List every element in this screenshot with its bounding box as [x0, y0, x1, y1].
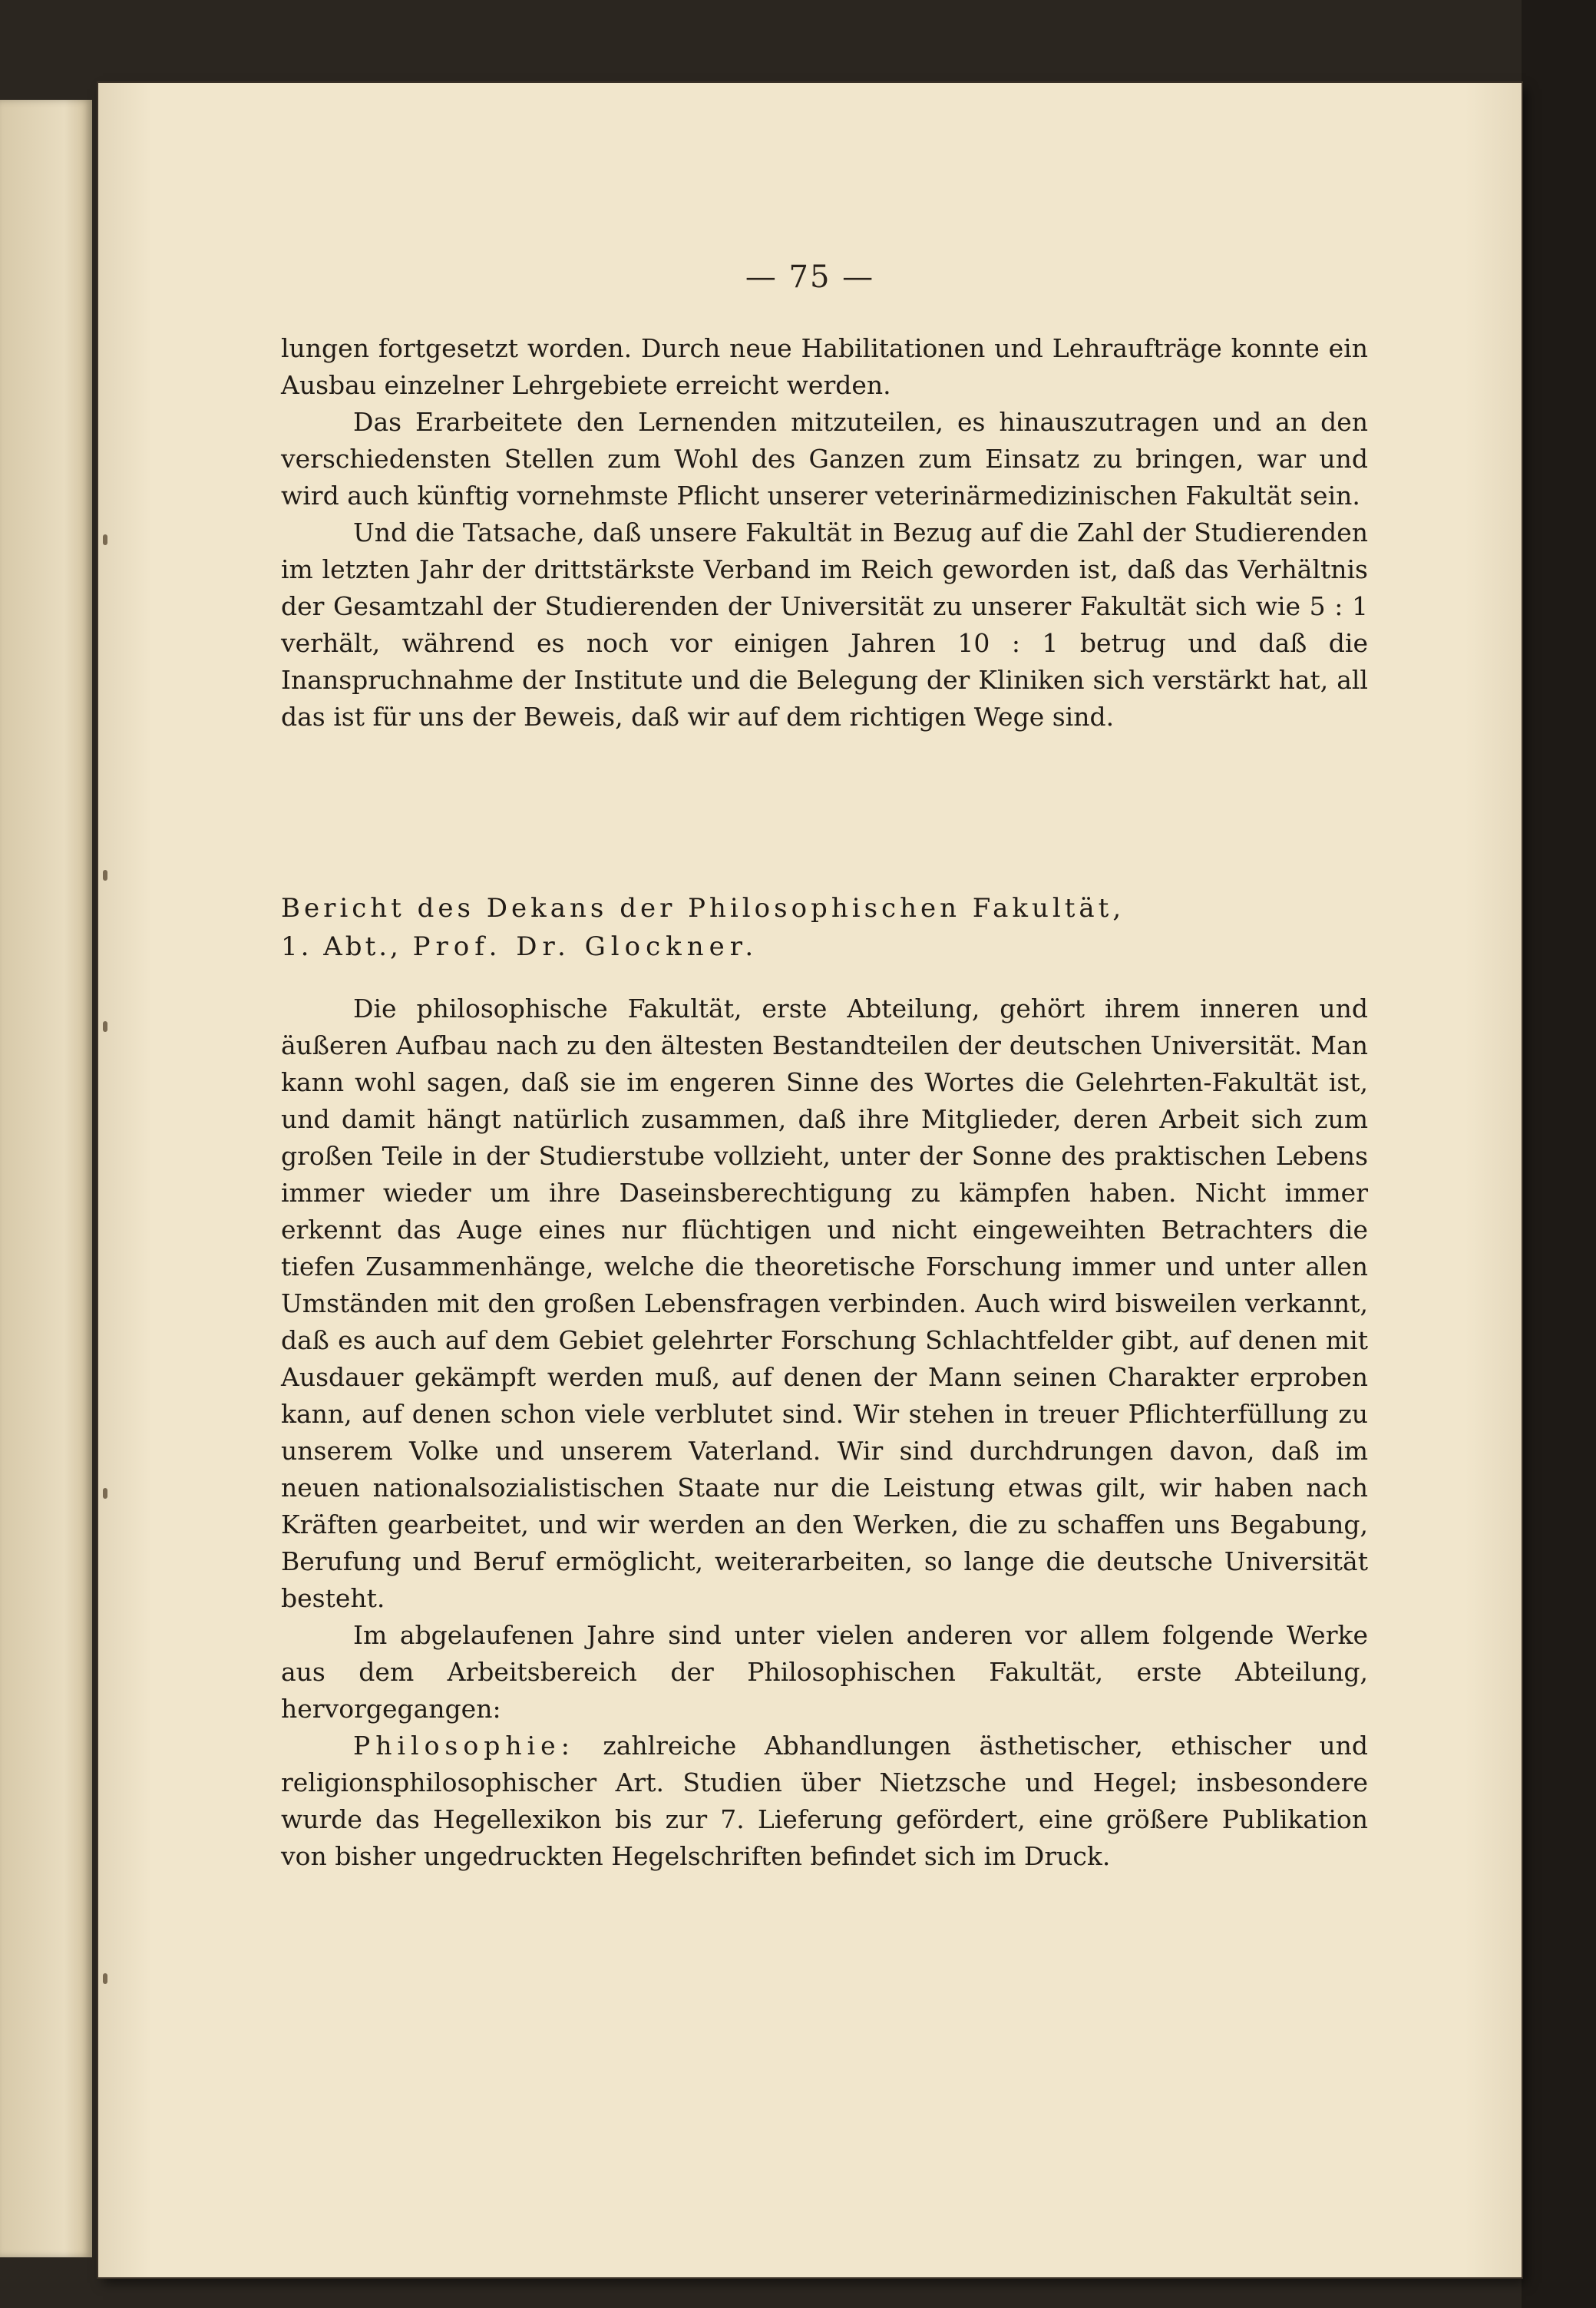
paragraph	[281, 1728, 1368, 1875]
scan-background-strip	[1522, 0, 1596, 2308]
section-heading-line2	[281, 927, 1368, 966]
margin-mark	[103, 1488, 107, 1499]
dean-name: Prof. Dr. Glockner.	[412, 931, 759, 962]
section-heading	[281, 889, 1368, 966]
paragraph: Die philosophische Fakultät, erste Abteilung, gehört ihrem inneren und äußeren Aufbau nach zu den ältesten Bestandteilen der deutschen Universität. Man kann wohl sagen, daß sie im engeren Sinne des Wortes die Gelehrten-Fakultät ist, und damit hängt natürlich zusammen, daß ihre Mitglieder, deren Arbeit sich zum großen Teile in der Studierstube vollzieht, unter der Sonne des praktischen Lebens immer wieder um ihre Daseinsberechtigung zu kämpfen haben. Nicht immer erkennt das Auge eines nur flüchtigen und nicht eingeweihten Betrachters die tiefen Zusammenhänge, welche die theoretische Forschung immer und unter allen Umständen mit den großen Lebensfragen verbinden. Auch wird bisweilen verkannt, daß es auch auf dem Gebiet gelehrter Forschung Schlachtfelder gibt, auf denen mit Ausdauer gekämpft werden muß, auf denen der Mann seinen Charakter erproben kann, auf denen schon viele verblutet sind. Wir stehen in treuer Pflichterfüllung zu unserem Volke und unserem Vaterland. Wir sind durchdrungen davon, daß im neuen nationalsozialistischen Staate nur die Leistung etwas gilt, wir haben nach Kräften gearbeitet, und wir werden an den Werken, die zu schaffen uns Begabung, Berufung und Beruf ermöglicht, weiterarbeiten, so lange die deutsche Universität besteht.	[281, 994, 1368, 1613]
main-text-block	[281, 990, 1368, 1875]
section-heading-prefix: 1. Abt.,	[281, 931, 413, 962]
book-page	[98, 83, 1522, 2277]
page-number: — 75 —	[745, 260, 875, 295]
paragraph: Das Erarbeitete den Lernenden mitzuteilen, es hinauszutragen und an den verschiedensten Stellen zum Wohl des Ganzen zum Einsatz zu bringen, war und wird auch künftig vornehmste Pflicht unserer veterinärmedizinischen Fakultät sein.	[281, 407, 1368, 511]
paragraph: lungen fortgesetzt worden. Durch neue Habilitationen und Lehraufträge konnte ein Ausbau einzelner Lehrgebiete erreicht werden.	[281, 333, 1368, 400]
top-text-block	[281, 330, 1368, 736]
margin-mark	[103, 1973, 107, 1984]
margin-mark	[103, 534, 107, 545]
margin-mark	[103, 870, 107, 881]
philosophy-label: Philosophie:	[353, 1731, 575, 1761]
left-page-edge	[0, 100, 92, 2257]
margin-mark	[103, 1021, 107, 1032]
paragraph: Und die Tatsache, daß unsere Fakultät in Bezug auf die Zahl der Studierenden im letzten Jahr der drittstärkste Verband im Reich geworden ist, daß das Verhältnis der Gesamtzahl der Studierenden der Universität zu unserer Fakultät sich wie 5 : 1 verhält, während es noch vor einigen Jahren 10 : 1 betrug und daß die Inanspruchnahme der Institute und die Belegung der Kliniken sich verstärkt hat, all das ist für uns der Beweis, daß wir auf dem richtigen Wege sind.	[281, 517, 1368, 732]
section-heading-line1: Bericht des Dekans der Philosophischen Fakultät,	[281, 893, 1125, 924]
philosophy-text: zahlreiche Abhandlungen ästhetischer, ethischer und religionsphilosophischer Art. Studien über Nietzsche und Hegel; insbesondere wurde das Hegellexikon bis zur 7. Lieferung gefördert, eine größere Publikation von bisher ungedruckten Hegelschriften befindet sich im Druck.	[281, 1731, 1368, 1871]
paragraph: Im abgelaufenen Jahre sind unter vielen anderen vor allem folgende Werke aus dem Arbeitsbereich der Philosophischen Fakultät, erste Abteilung, hervorgegangen:	[281, 1620, 1368, 1724]
